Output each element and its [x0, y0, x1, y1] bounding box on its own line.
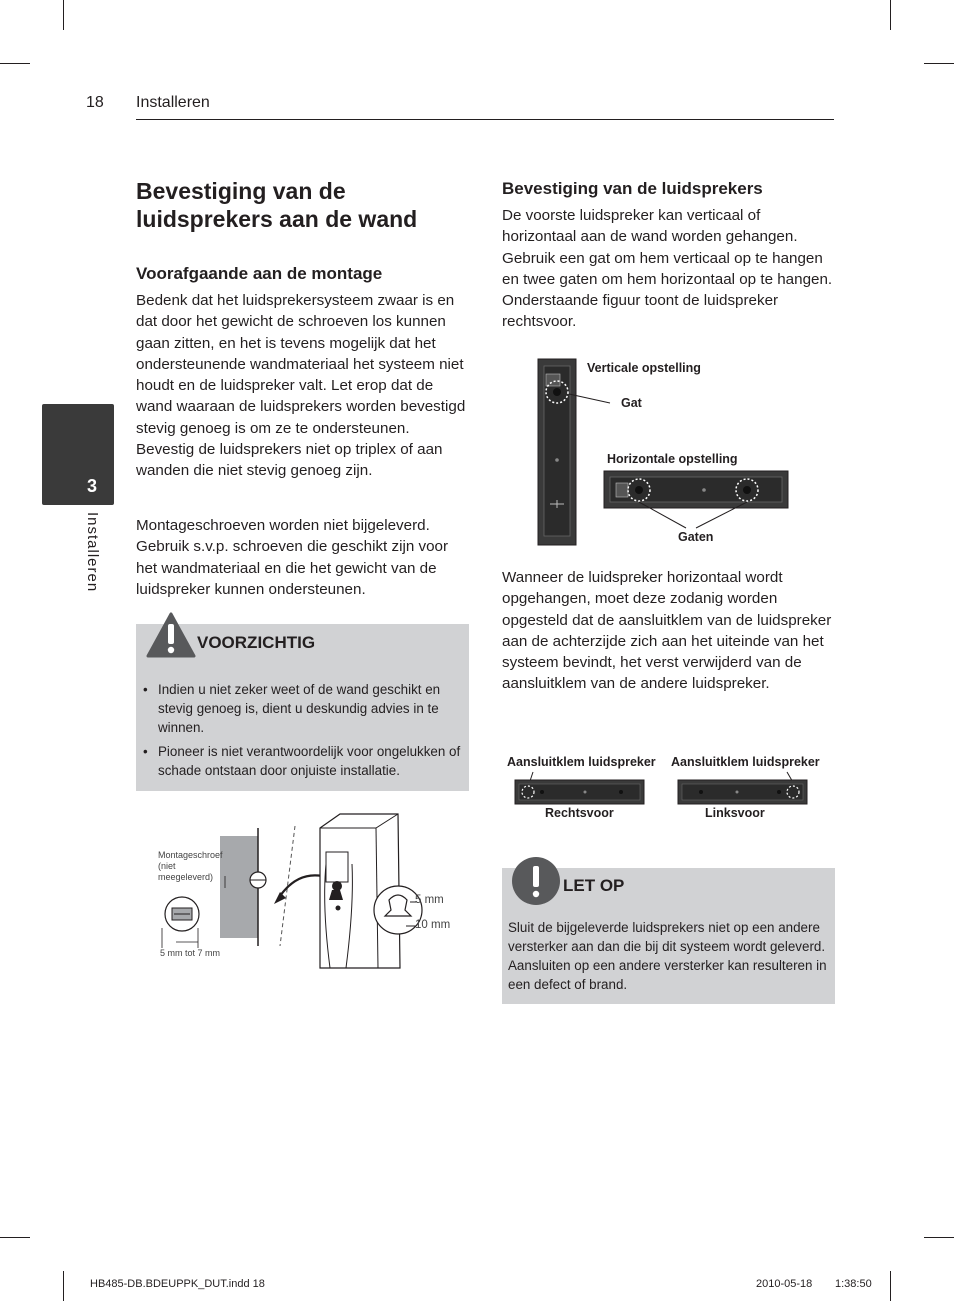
gap-label: 5 mm tot 7 mm — [160, 948, 221, 958]
crop-mark — [924, 1237, 954, 1238]
page-title: Bevestiging van de luidsprekers aan de wand — [136, 178, 418, 232]
hole-label: Gat — [621, 396, 642, 410]
exclamation-icon — [511, 856, 561, 906]
note-text: Sluit de bijgeleverde luidsprekers niet op een andere versterker aan dan die bij dit systeem wordt geleverd. Aansluiten op een andere versterker kan resulteren in een defect of brand. — [508, 920, 827, 992]
crop-mark — [63, 0, 64, 30]
right-front-label: Rechtsvoor — [545, 806, 614, 820]
left-front-label: Linksvoor — [705, 806, 765, 820]
footer-time: 1:38:50 — [835, 1278, 872, 1290]
page-number: 18 — [86, 94, 104, 111]
chapter-number: 3 — [86, 476, 97, 496]
screw-label: Montageschroef (niet meegeleverd) — [158, 850, 223, 882]
note-title: LET OP — [563, 876, 625, 895]
header-rule — [136, 119, 834, 120]
warning-icon — [146, 612, 196, 658]
dimension-label: 5 mm — [415, 894, 444, 906]
body-paragraph: Montageschroeven worden niet bijgeleverd. Gebruik s.v.p. schroeven die geschikt zijn voor het wandmateriaal en die het gewicht van de luidspreker kunnen ondersteunen. — [136, 517, 449, 598]
list-item: • Indien u niet zeker weet of de wand geschikt en stevig genoeg is, dient u deskundig advies in te winnen. — [143, 680, 465, 737]
crop-mark — [890, 0, 891, 30]
footer-filename: HB485-DB.BDEUPPK_DUT.indd 18 — [90, 1278, 265, 1290]
footer-date: 2010-05-18 — [756, 1278, 813, 1290]
body-paragraph: Wanneer de luidspreker horizontaal wordt opgehangen, moet deze zodanig worden opgesteld dat de aansluitklem van de luidspreker aan de achterzijde zich aan het uiteinde van het systeem bevindt, het verst verwijderd van de aansluitklem van de andere luidspreker. — [502, 569, 832, 693]
crop-mark — [63, 1271, 64, 1301]
chapter-label: Installeren — [84, 512, 101, 593]
dimension-label: 10 mm — [415, 919, 451, 931]
holes-label: Gaten — [678, 530, 714, 544]
caution-list — [143, 680, 465, 785]
list-item: • Pioneer is niet verantwoordelijk voor ongelukken of schade ontstaan door onjuiste installatie. — [143, 742, 465, 780]
crop-mark — [890, 1271, 891, 1301]
caution-title: VOORZICHTIG — [197, 633, 316, 652]
crop-mark — [924, 63, 954, 64]
terminal-label-left: Aansluitklem luidspreker — [507, 755, 656, 769]
section-heading: Bevestiging van de luidsprekers — [502, 179, 763, 198]
crop-mark — [0, 63, 30, 64]
running-header: Installeren — [136, 94, 210, 111]
section-heading: Voorafgaande aan de montage — [136, 264, 383, 283]
horizontal-label: Horizontale opstelling — [607, 452, 738, 466]
body-paragraph: De voorste luidspreker kan verticaal of horizontaal aan de wand worden gehangen. Gebruik een gat om hem verticaal op te hangen en twee gaten om hem horizontaal op te hangen. Onderstaande figuur toont de luidspreker rechtsvoor. — [502, 207, 833, 331]
terminal-label-right: Aansluitklem luidspreker — [671, 755, 820, 769]
vertical-label: Verticale opstelling — [587, 361, 701, 375]
body-paragraph: Bedenk dat het luidsprekersysteem zwaar is en dat door het gewicht de schroeven los kunnen gaan zitten, en het is tevens mogelijk dat het ondersteunende wandmateriaal het systeem niet houdt en de luidspreker valt. Let erop dat de wand waaraan de luidsprekers worden bevestigd stevig genoeg is om ze te ondersteunen. Bevestig de luidsprekers niet op triplex of aan wanden die niet stevig genoeg zijn. — [136, 292, 466, 480]
crop-mark — [0, 1237, 30, 1238]
terminal-position-illustration — [505, 768, 815, 810]
